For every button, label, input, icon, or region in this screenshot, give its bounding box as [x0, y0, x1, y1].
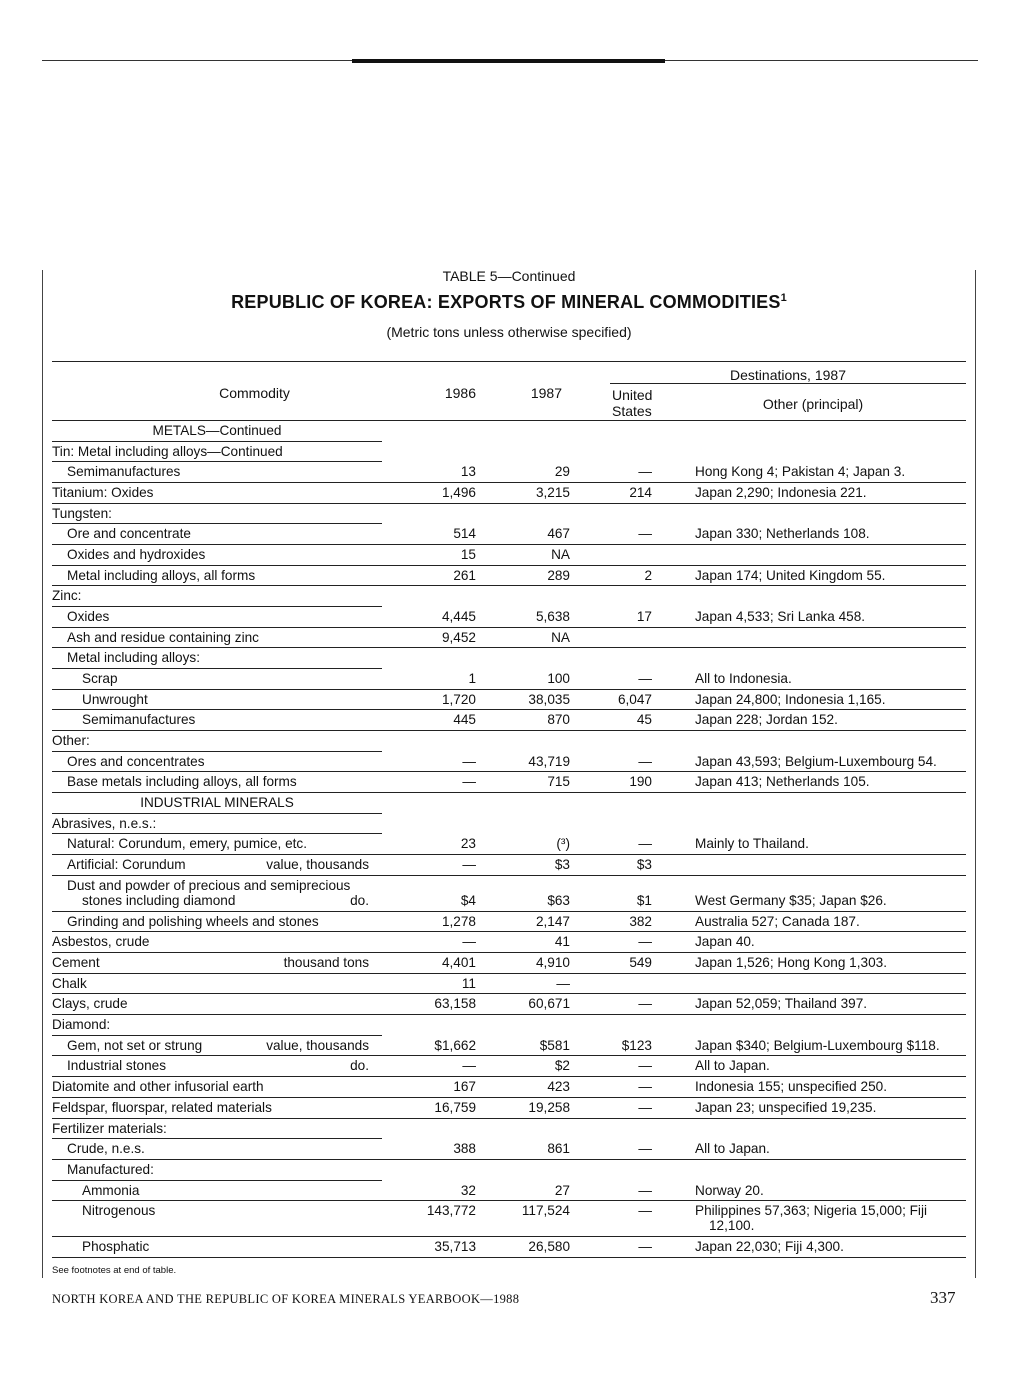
value-united-states: —: [638, 1182, 652, 1198]
group-row: [52, 814, 976, 835]
value-1986: 1,278: [441, 913, 476, 929]
commodity-group-label: Diamond:: [52, 1017, 111, 1033]
destinations-other: Japan 228; Jordan 152.: [695, 712, 838, 728]
destinations-other: Japan 174; United Kingdom 55.: [695, 567, 886, 583]
table-title-text: REPUBLIC OF KOREA: EXPORTS OF MINERAL COMMODITIES: [231, 292, 781, 312]
table-label: TABLE 5—Continued: [442, 268, 576, 284]
value-1987: 467: [547, 526, 570, 542]
commodity-name: Chalk: [52, 975, 87, 991]
group-row: [52, 504, 976, 525]
commodity-name: Semimanufactures: [82, 712, 196, 728]
value-1986: 1: [468, 671, 476, 687]
commodity-name: Cement: [52, 955, 100, 971]
page-footer: NORTH KOREA AND THE REPUBLIC OF KOREA MINERALS YEARBOOK—1988: [52, 1292, 520, 1306]
value-united-states: —: [638, 1079, 652, 1095]
commodity-name: Ores and concentrates: [67, 753, 205, 769]
value-united-states: 214: [629, 485, 652, 501]
value-1986: 63,158: [434, 996, 476, 1012]
value-united-states: —: [638, 1203, 652, 1219]
table-row: [52, 994, 976, 1015]
value-1986: —: [462, 753, 476, 769]
table-row: [52, 1036, 976, 1057]
section-heading: INDUSTRIAL MINERALS: [140, 795, 294, 811]
commodity-name: Metal including alloys, all forms: [67, 567, 256, 583]
commodity-group-label: Metal including alloys:: [67, 650, 200, 666]
value-1987: 117,524: [521, 1203, 570, 1219]
table-row: [52, 1237, 976, 1258]
value-united-states: —: [638, 526, 652, 542]
value-united-states: —: [638, 1099, 652, 1115]
table-row: [52, 566, 976, 587]
value-1987: 861: [547, 1141, 570, 1157]
value-1987: 289: [547, 567, 570, 583]
commodity-name: Industrial stones: [67, 1058, 166, 1074]
table-row: [52, 932, 976, 953]
value-1987: $63: [547, 892, 570, 908]
value-1986: 4,445: [441, 609, 476, 625]
header-top-rule: [52, 361, 966, 362]
commodity-name: Artificial: Corundum: [67, 857, 186, 873]
destinations-other: All to Indonesia.: [695, 671, 792, 687]
commodity-name: Natural: Corundum, emery, pumice, etc.: [67, 836, 307, 852]
value-1987: —: [556, 975, 570, 991]
destinations-other: Japan 1,526; Hong Kong 1,303.: [695, 955, 887, 971]
table-row: [52, 669, 976, 690]
commodity-group-label: Zinc:: [52, 588, 82, 604]
page-number: 337: [930, 1288, 956, 1307]
table-left-border: [42, 270, 43, 1278]
unit-label: value, thousands: [266, 857, 369, 873]
value-1987: 38,035: [528, 691, 570, 707]
table-body: [52, 421, 976, 1258]
commodity-name-cont: stones including diamond: [82, 892, 236, 908]
section-heading: METALS—Continued: [152, 423, 282, 438]
group-row: [52, 1015, 976, 1036]
table-row: [52, 1139, 976, 1160]
destinations-other: West Germany $35; Japan $26.: [695, 892, 887, 908]
value-united-states: 382: [629, 913, 652, 929]
destinations-other-cont: 12,100.: [709, 1218, 755, 1234]
commodity-name: Phosphatic: [82, 1239, 150, 1255]
value-united-states: —: [638, 753, 652, 769]
destinations-other: Japan 24,800; Indonesia 1,165.: [695, 691, 886, 707]
row-rule: [52, 1257, 966, 1258]
value-united-states: —: [638, 836, 652, 852]
destinations-other: Japan 413; Netherlands 105.: [695, 774, 870, 790]
col-header-states: States: [612, 403, 652, 419]
value-united-states: —: [638, 464, 652, 480]
commodity-name: Feldspar, fluorspar, related materials: [52, 1099, 272, 1115]
value-1986: 261: [453, 567, 476, 583]
section-row: [52, 421, 976, 442]
value-1987: (³): [556, 836, 570, 852]
value-1987: 4,910: [535, 955, 570, 971]
commodity-group-label: Tungsten:: [52, 505, 112, 521]
value-1986: $1,662: [434, 1037, 476, 1053]
value-united-states: 6,047: [617, 691, 652, 707]
group-row: [52, 1119, 976, 1140]
table-row: [52, 1201, 976, 1237]
value-united-states: —: [638, 996, 652, 1012]
commodity-name: Asbestos, crude: [52, 934, 150, 950]
destinations-other: Australia 527; Canada 187.: [695, 913, 860, 929]
table-subtitle: (Metric tons unless otherwise specified): [386, 324, 632, 340]
value-united-states: 2: [644, 567, 652, 583]
value-1986: 13: [460, 464, 476, 480]
value-united-states: 190: [629, 774, 652, 790]
table-row: [52, 953, 976, 974]
destinations-other: Philippines 57,363; Nigeria 15,000; Fiji: [695, 1203, 927, 1219]
commodity-name: Ammonia: [82, 1182, 140, 1198]
commodity-group-label: Other:: [52, 733, 90, 749]
value-1986: 1,720: [441, 691, 476, 707]
col-header-united: United: [612, 387, 653, 403]
value-1986: 143,772: [426, 1203, 476, 1219]
page-top-rule-thick: [352, 59, 665, 63]
destinations-other: Japan 43,593; Belgium-Luxembourg 54.: [695, 753, 937, 769]
value-1986: 4,401: [441, 955, 476, 971]
value-1987: 60,671: [528, 996, 570, 1012]
value-united-states: —: [638, 1141, 652, 1157]
value-1987: 29: [554, 464, 570, 480]
commodity-name: Semimanufactures: [67, 464, 181, 480]
commodity-name: Scrap: [82, 671, 118, 687]
table-row: [52, 752, 976, 773]
table-title: [42, 292, 976, 313]
table-row: [52, 912, 976, 933]
col-header-commodity: Commodity: [219, 385, 290, 401]
table-row: [52, 545, 976, 566]
destinations-other: Japan $340; Belgium-Luxembourg $118.: [695, 1037, 940, 1053]
value-1987: 5,638: [535, 609, 570, 625]
destinations-other: Indonesia 155; unspecified 250.: [695, 1079, 887, 1095]
col-header-other: Other (principal): [762, 396, 864, 412]
table-row: [52, 710, 976, 731]
value-united-states: —: [638, 934, 652, 950]
value-1987: $3: [554, 857, 570, 873]
commodity-name: Oxides: [67, 609, 110, 625]
footnote-reference: See footnotes at end of table.: [52, 1265, 177, 1276]
commodity-name: Oxides and hydroxides: [67, 547, 206, 563]
value-1987: 26,580: [528, 1239, 570, 1255]
value-1986: 23: [460, 836, 476, 852]
commodity-name: Crude, n.e.s.: [67, 1141, 145, 1157]
destinations-other: Japan 52,059; Thailand 397.: [695, 996, 868, 1012]
destinations-other: Norway 20.: [695, 1182, 764, 1198]
commodity-name: Titanium: Oxides: [52, 485, 154, 501]
value-1987: 423: [547, 1079, 570, 1095]
destinations-other: Mainly to Thailand.: [695, 836, 809, 852]
value-united-states: 45: [636, 712, 652, 728]
commodity-group-label: Abrasives, n.e.s.:: [52, 815, 157, 831]
destinations-other: Japan 40.: [695, 934, 755, 950]
table-row: [52, 690, 976, 711]
unit-label: value, thousands: [266, 1037, 369, 1053]
value-1986: 32: [460, 1182, 476, 1198]
value-united-states: —: [638, 1058, 652, 1074]
commodity-group-label: Manufactured:: [67, 1161, 154, 1177]
value-united-states: $123: [621, 1037, 652, 1053]
group-row: [52, 586, 976, 607]
table-row: [52, 855, 976, 876]
value-1987: 27: [554, 1182, 570, 1198]
value-1987: 43,719: [528, 753, 570, 769]
table-row: [52, 974, 976, 995]
unit-label: do.: [350, 892, 369, 908]
value-1986: 1,496: [441, 485, 476, 501]
value-1987: 100: [547, 671, 570, 687]
unit-label: do.: [350, 1058, 369, 1074]
table-row: [52, 483, 976, 504]
value-1987: 41: [554, 934, 570, 950]
value-1987: 715: [547, 774, 570, 790]
table-row: [52, 1181, 976, 1202]
value-1986: —: [462, 857, 476, 873]
value-1986: —: [462, 1058, 476, 1074]
value-1986: 9,452: [441, 629, 476, 645]
col-header-1986: 1986: [444, 385, 476, 401]
table-row: [52, 524, 976, 545]
table-row: [52, 628, 976, 649]
table-row: [52, 607, 976, 628]
value-1987: 870: [547, 712, 570, 728]
value-1987: NA: [551, 547, 570, 563]
commodity-group-label: Tin: Metal including alloys—Continued: [52, 443, 283, 459]
commodity-name: Base metals including alloys, all forms: [67, 774, 297, 790]
commodity-name: Clays, crude: [52, 996, 128, 1012]
value-1986: 514: [453, 526, 476, 542]
destinations-other: Japan 2,290; Indonesia 221.: [695, 485, 867, 501]
table-row: [52, 1056, 976, 1077]
value-united-states: $1: [636, 892, 652, 908]
group-row: [52, 442, 976, 463]
value-united-states: —: [638, 671, 652, 687]
value-united-states: 549: [629, 955, 652, 971]
value-1987: 3,215: [535, 485, 570, 501]
value-1987: $581: [539, 1037, 570, 1053]
col-header-1987: 1987: [530, 385, 562, 401]
col-header-destinations: Destinations, 1987: [730, 367, 846, 383]
value-united-states: 17: [636, 609, 652, 625]
destinations-other: Japan 23; unspecified 19,235.: [695, 1099, 877, 1115]
commodity-name: Ash and residue containing zinc: [67, 629, 259, 645]
commodity-name: Gem, not set or strung: [67, 1037, 203, 1053]
value-1987: 19,258: [528, 1099, 570, 1115]
value-1986: 167: [453, 1079, 476, 1095]
commodity-name: Unwrought: [82, 691, 148, 707]
destinations-other: Japan 22,030; Fiji 4,300.: [695, 1239, 844, 1255]
commodity-name: Grinding and polishing wheels and stones: [67, 913, 319, 929]
commodity-group-label: Fertilizer materials:: [52, 1120, 167, 1136]
commodity-name: Dust and powder of precious and semiprecious: [67, 877, 351, 893]
table-row: [52, 772, 976, 793]
destinations-other: Japan 4,533; Sri Lanka 458.: [695, 609, 866, 625]
value-united-states: $3: [636, 857, 652, 873]
value-1987: NA: [551, 629, 570, 645]
destinations-rule: [610, 383, 966, 384]
unit-label: thousand tons: [283, 955, 369, 971]
table-row: [52, 834, 976, 855]
value-united-states: —: [638, 1239, 652, 1255]
commodity-name: Nitrogenous: [82, 1203, 156, 1219]
value-1986: 35,713: [434, 1239, 476, 1255]
destinations-other: All to Japan.: [695, 1058, 770, 1074]
value-1986: —: [462, 934, 476, 950]
value-1987: 2,147: [535, 913, 570, 929]
destinations-other: Hong Kong 4; Pakistan 4; Japan 3.: [695, 464, 906, 480]
value-1986: 15: [460, 547, 476, 563]
table-row: [52, 462, 976, 483]
value-1987: $2: [554, 1058, 570, 1074]
commodity-name: Ore and concentrate: [67, 526, 191, 542]
table-row: [52, 876, 976, 912]
section-row: [52, 793, 976, 814]
destinations-other: All to Japan.: [695, 1141, 770, 1157]
group-row: [52, 731, 976, 752]
table-row: [52, 1098, 976, 1119]
destinations-other: Japan 330; Netherlands 108.: [695, 526, 870, 542]
value-1986: 11: [461, 975, 476, 991]
value-1986: —: [462, 774, 476, 790]
value-1986: 388: [453, 1141, 476, 1157]
value-1986: 16,759: [434, 1099, 476, 1115]
title-footnote-marker: 1: [780, 292, 787, 304]
group-row: [52, 648, 976, 669]
group-row: [52, 1160, 976, 1181]
commodity-name: Diatomite and other infusorial earth: [52, 1079, 264, 1095]
value-1986: $4: [460, 892, 476, 908]
table-row: [52, 1077, 976, 1098]
value-1986: 445: [453, 712, 476, 728]
